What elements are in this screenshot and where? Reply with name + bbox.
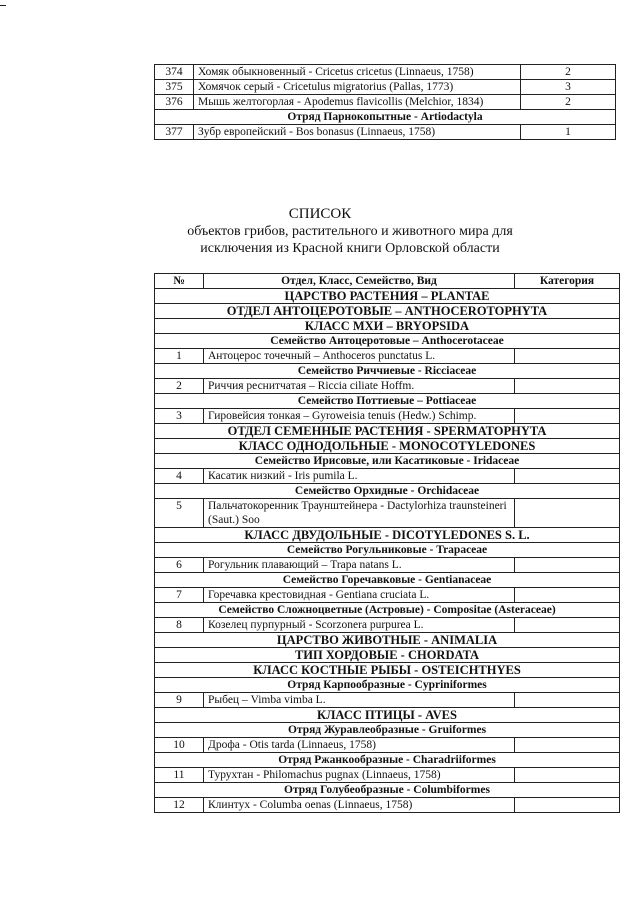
row-category <box>515 409 620 424</box>
section-heading: Семейство Ирисовые, или Касатиковые - Iridaceae <box>155 454 620 469</box>
section-row <box>155 663 620 678</box>
row-category <box>515 588 620 603</box>
list-title: СПИСОК <box>288 206 352 222</box>
section-row <box>155 424 620 439</box>
section-heading: Семейство Антоцеротовые – Anthocerotaceae <box>155 334 620 349</box>
row-category <box>515 738 620 753</box>
table-row <box>155 618 620 633</box>
section-row <box>155 753 620 768</box>
row-species-name: Рыбец – Vimba vimba L. <box>204 693 515 708</box>
list-subtitle: объектов грибов, растительного и животного мира для исключения из Красной книги Орловской области <box>187 224 513 256</box>
table-row <box>155 738 620 753</box>
row-species-name: Пальчатокоренник Траунштейнера - Dactylorhiza traunsteineri (Saut.) Soo <box>204 499 515 528</box>
section-row <box>155 110 616 125</box>
row-number: 7 <box>155 588 204 603</box>
row-number: 374 <box>155 65 194 80</box>
section-heading: КЛАСС ДВУДОЛЬНЫЕ - DICOTYLEDONES S. L. <box>155 528 620 543</box>
row-species-name: Горечавка крестовидная - Gentiana cruciata L. <box>204 588 515 603</box>
row-species-name: Мышь желтогорлая - Apodemus flavicollis (Melchior, 1834) <box>194 95 521 110</box>
section-row <box>155 783 620 798</box>
table-row <box>155 798 620 813</box>
table-row <box>155 469 620 484</box>
section-row <box>155 304 620 319</box>
section-heading: Семейство Рогульниковые - Trapaceae <box>155 543 620 558</box>
row-number: 375 <box>155 80 194 95</box>
header-category: Категория <box>515 274 620 289</box>
table-row <box>155 693 620 708</box>
section-row <box>155 289 620 304</box>
section-row <box>155 678 620 693</box>
section-heading: ОТДЕЛ СЕМЕННЫЕ РАСТЕНИЯ - SPERMATOPHYTA <box>155 424 620 439</box>
row-species-name: Гировейсия тонкая – Gyroweisia tenuis (Hedw.) Schimp. <box>204 409 515 424</box>
row-number: 2 <box>155 379 204 394</box>
table-row <box>155 768 620 783</box>
row-species-name: Антоцерос точечный – Anthoceros punctatus L. <box>204 349 515 364</box>
species-table-continued <box>154 64 616 140</box>
row-category: 3 <box>521 80 616 95</box>
row-category <box>515 349 620 364</box>
corner-mark <box>0 5 6 6</box>
row-species-name: Риччия реснитчатая – Riccia ciliate Hoffm. <box>204 379 515 394</box>
row-category <box>515 379 620 394</box>
table-row <box>155 349 620 364</box>
section-heading: Отряд Парнокопытные - Artiodactyla <box>155 110 616 125</box>
row-category <box>515 768 620 783</box>
section-heading: КЛАСС МХИ – BRYOPSIDA <box>155 319 620 334</box>
section-heading: Отряд Ржанкообразные - Charadriiformes <box>155 753 620 768</box>
section-row <box>155 633 620 648</box>
row-category: 2 <box>521 65 616 80</box>
row-species-name: Клинтух - Columba oenas (Linnaeus, 1758) <box>204 798 515 813</box>
row-species-name: Хомяк обыкновенный - Cricetus cricetus (Linnaeus, 1758) <box>194 65 521 80</box>
row-category <box>515 618 620 633</box>
row-number: 1 <box>155 349 204 364</box>
section-row <box>155 394 620 409</box>
table-row <box>155 379 620 394</box>
section-row <box>155 319 620 334</box>
row-number: 10 <box>155 738 204 753</box>
row-species-name: Турухтан - Philomachus pugnax (Linnaeus, 1758) <box>204 768 515 783</box>
table-row <box>155 125 616 140</box>
section-row <box>155 573 620 588</box>
row-number: 5 <box>155 499 204 528</box>
section-row <box>155 543 620 558</box>
section-row <box>155 454 620 469</box>
row-category: 1 <box>521 125 616 140</box>
section-row <box>155 528 620 543</box>
header-number: № <box>155 274 204 289</box>
table-header-row <box>155 274 620 289</box>
table-row <box>155 588 620 603</box>
section-heading: Семейство Сложноцветные (Астровые) - Compositae (Asteraceae) <box>155 603 620 618</box>
row-species-name: Козелец пурпурный - Scorzonera purpurea L. <box>204 618 515 633</box>
table-row <box>155 95 616 110</box>
row-species-name: Касатик низкий - Iris pumila L. <box>204 469 515 484</box>
row-number: 4 <box>155 469 204 484</box>
section-row <box>155 484 620 499</box>
section-heading: КЛАСС КОСТНЫЕ РЫБЫ - OSTEICHTHYES <box>155 663 620 678</box>
row-category <box>515 499 620 528</box>
row-category <box>515 693 620 708</box>
row-number: 3 <box>155 409 204 424</box>
row-species-name: Рогульник плавающий – Trapa natans L. <box>204 558 515 573</box>
row-species-name: Дрофа - Otis tarda (Linnaeus, 1758) <box>204 738 515 753</box>
section-row <box>155 364 620 379</box>
section-heading: ЦАРСТВО ЖИВОТНЫЕ - ANIMALIA <box>155 633 620 648</box>
row-species-name: Хомячок серый - Cricetulus migratorius (Pallas, 1773) <box>194 80 521 95</box>
section-row <box>155 723 620 738</box>
row-species-name: Зубр европейский - Bos bonasus (Linnaeus, 1758) <box>194 125 521 140</box>
section-heading: Семейство Риччиевые - Ricciaceae <box>155 364 620 379</box>
table-row <box>155 409 620 424</box>
row-number: 9 <box>155 693 204 708</box>
section-row <box>155 439 620 454</box>
section-heading: ЦАРСТВО РАСТЕНИЯ – PLANTAE <box>155 289 620 304</box>
section-row <box>155 648 620 663</box>
row-category <box>515 558 620 573</box>
section-heading: КЛАСС ПТИЦЫ - AVES <box>155 708 620 723</box>
table-row <box>155 80 616 95</box>
row-number: 376 <box>155 95 194 110</box>
section-row <box>155 708 620 723</box>
row-category: 2 <box>521 95 616 110</box>
row-number: 11 <box>155 768 204 783</box>
row-number: 6 <box>155 558 204 573</box>
table-row <box>155 499 620 528</box>
row-number: 8 <box>155 618 204 633</box>
exclusion-table <box>154 273 620 813</box>
section-heading: Отряд Журавлеобразные - Gruiformes <box>155 723 620 738</box>
section-heading: КЛАСС ОДНОДОЛЬНЫЕ - MONOCOTYLEDONES <box>155 439 620 454</box>
section-heading: Семейство Горечавковые - Gentianaceae <box>155 573 620 588</box>
header-name: Отдел, Класс, Семейство, Вид <box>204 274 515 289</box>
row-number: 12 <box>155 798 204 813</box>
section-heading: ТИП ХОРДОВЫЕ - CHORDATA <box>155 648 620 663</box>
row-category <box>515 798 620 813</box>
section-heading: Отряд Голубеобразные - Columbiformes <box>155 783 620 798</box>
section-heading: Семейство Поттиевые – Pottiaceae <box>155 394 620 409</box>
section-heading: ОТДЕЛ АНТОЦЕРОТОВЫЕ – ANTHOCEROTOPHYTA <box>155 304 620 319</box>
row-category <box>515 469 620 484</box>
section-heading: Отряд Карпообразные - Cypriniformes <box>155 678 620 693</box>
section-row <box>155 603 620 618</box>
row-number: 377 <box>155 125 194 140</box>
section-row <box>155 334 620 349</box>
table-row <box>155 558 620 573</box>
section-heading: Семейство Орхидные - Orchidaceae <box>155 484 620 499</box>
table-row <box>155 65 616 80</box>
